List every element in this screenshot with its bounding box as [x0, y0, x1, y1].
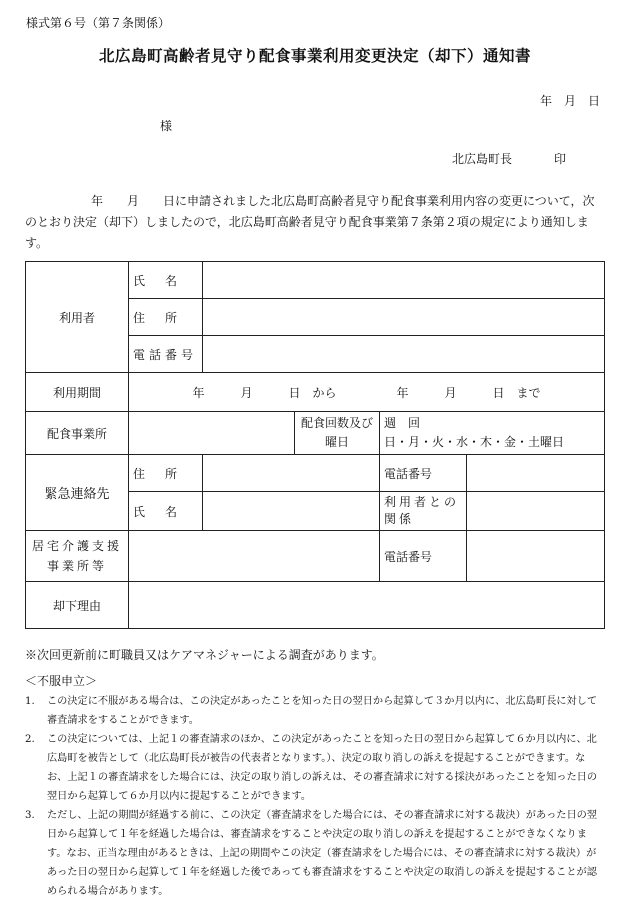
relation-field[interactable]: [467, 492, 605, 531]
relation-label: 利用者との関係: [380, 492, 467, 531]
form-number: 様式第６号（第７条関係）: [26, 16, 171, 30]
em-address-field[interactable]: [203, 455, 380, 492]
phone-label: 電話番号: [129, 336, 203, 373]
item-text: この決定に不服がある場合は、この決定があったことを知った日の翌日から起算して３か月以内に、北広島町長に対して審査請求をすることができます。: [47, 696, 598, 726]
item-number: 3.: [25, 810, 35, 821]
addressee: 様: [160, 119, 173, 133]
list-item: [25, 806, 605, 901]
provider-field[interactable]: [129, 412, 295, 455]
intro-text: 年 月 日に申請されました北広島町高齢者見守り配食事業利用内容の変更について，次のとおり決定（却下）しましたので，北広島町高齢者見守り配食事業第７条第２項の規定により通知します。: [25, 194, 595, 250]
rejection-label: 却下理由: [26, 582, 129, 629]
em-address-label: 住 所: [129, 455, 203, 492]
weekdays: 日・月・火・水・木・金・土曜日: [384, 435, 565, 449]
name-label: 氏 名: [129, 262, 203, 299]
care-office-field[interactable]: [129, 531, 380, 582]
user-address-field[interactable]: [203, 299, 605, 336]
period-label: 利用期間: [26, 373, 129, 412]
item-text: この決定については、上記１の審査請求のほか、この決定があったことを知った日の翌日から起算して６か月以内に、北広島町を被告として（北広島町長が被告の代表者となります。）、決定の取り消しの訴えを提起することができます。なお、上記１の審査請求をした場合には、決定の取り消しの訴えは、その審査請求に対する採決があったことを知った日の翌日から起算して６か月以内に提起することができます。: [47, 734, 598, 802]
item-number: 2.: [25, 734, 35, 745]
em-name-label: 氏 名: [129, 492, 203, 531]
survey-note: ※次回更新前に町職員又はケアマネジャーによる調査があります。: [25, 648, 384, 662]
address-label: 住 所: [129, 299, 203, 336]
provider-label: 配食事業所: [26, 412, 129, 455]
appeal-list: [25, 692, 605, 901]
seal-mark: 印: [554, 152, 567, 166]
issuer-name: 北広島町長: [452, 152, 513, 166]
list-item: [25, 692, 605, 730]
weekly-count: 週 回: [384, 416, 421, 430]
em-phone-label: 電話番号: [380, 455, 467, 492]
decision-form-table: [25, 261, 605, 629]
care-phone-field[interactable]: [467, 531, 605, 582]
issuer: [452, 150, 566, 167]
care-phone-label: 電話番号: [380, 531, 467, 582]
list-item: [25, 730, 605, 806]
intro-paragraph: [25, 191, 605, 254]
period-value[interactable]: 年 月 日 から 年 月 日 まで: [129, 373, 605, 412]
item-text: ただし、上記の期間が経過する前に、この決定（審査請求をした場合には、その審査請求に対する裁決）があった日の翌日から起算して１年を経過した場合は、審査請求をすることや決定の取り消しの訴えを提起することができなくなります。なお、正当な理由があるときは、上記の期間やこの決定（審査請求をした場合には、その審査請求に対する裁決）があった日の翌日から起算して１年を経過した後であっても審査請求をすることや決定の取消しの訴えを提起することが認められる場合があります。: [47, 810, 598, 897]
care-office-label: 居宅介護支援事業所等: [26, 531, 129, 582]
document-title: 北広島町高齢者見守り配食事業利用変更決定（却下）通知書: [98, 46, 531, 65]
em-phone-field[interactable]: [467, 455, 605, 492]
meal-schedule[interactable]: [380, 412, 605, 455]
appeal-heading: ＜不服申立＞: [25, 674, 98, 688]
item-number: 1.: [25, 696, 35, 707]
emergency-label: 緊急連絡先: [26, 455, 129, 531]
meal-count-label: 配食回数及び曜日: [295, 412, 380, 455]
rejection-field[interactable]: [129, 582, 605, 629]
em-name-field[interactable]: [203, 492, 380, 531]
user-phone-field[interactable]: [203, 336, 605, 373]
user-label: 利用者: [26, 262, 129, 373]
issue-date: 年 月 日: [539, 94, 600, 108]
user-name-field[interactable]: [203, 262, 605, 299]
